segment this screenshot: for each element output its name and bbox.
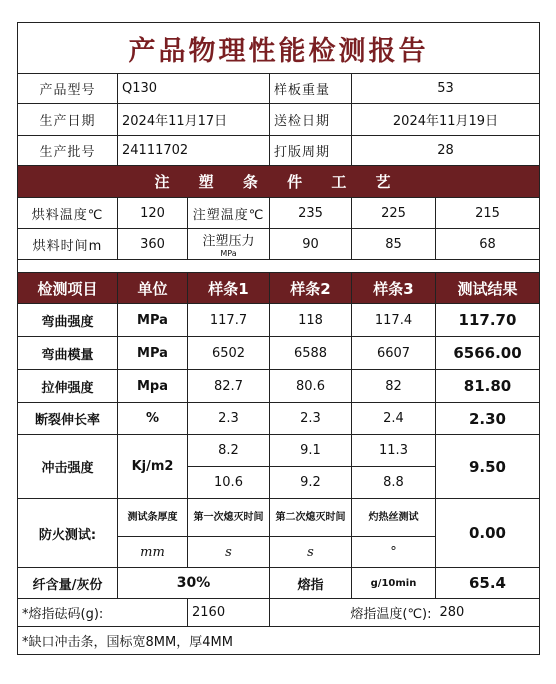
item-name: 拉伸强度: [18, 370, 118, 403]
prod-date-value: 2024年11月17日: [118, 104, 270, 136]
dry-time-value: 360: [118, 229, 188, 260]
inj-pressure-cell: [188, 229, 270, 260]
result-row: [18, 337, 540, 370]
sample-2-value: 118: [270, 304, 352, 337]
melt-unit: g/10min: [352, 568, 436, 599]
melt-weight-label: *熔指砝码(g):: [18, 599, 188, 627]
fire-second-time-unit: s: [270, 537, 352, 568]
item-unit: MPa: [118, 304, 188, 337]
fire-first-time-label: 第一次熄灭时间: [188, 499, 270, 537]
fiber-label: 纤含量/灰份: [18, 568, 118, 599]
fire-glow-wire-label: 灼热丝测试: [352, 499, 436, 537]
sample-3-value: 2.4: [352, 403, 436, 435]
report-table: [17, 22, 540, 655]
melt-temp-label: 熔指温度(℃):: [270, 599, 436, 627]
send-date-value: 2024年11月19日: [352, 104, 540, 136]
dry-time-label: 烘料时间m: [18, 229, 118, 260]
item-unit: Mpa: [118, 370, 188, 403]
header-item: 检测项目: [18, 273, 118, 304]
item-unit: MPa: [118, 337, 188, 370]
impact-s2-b: 9.2: [270, 467, 352, 499]
dry-temp-value: 120: [118, 198, 188, 229]
inj-temp-2: 225: [352, 198, 436, 229]
impact-s3-a: 11.3: [352, 435, 436, 467]
fire-item: 防火测试:: [18, 499, 118, 568]
item-name: 弯曲模量: [18, 337, 118, 370]
melt-temp-value: 280: [436, 599, 540, 627]
sample-3-value: 6607: [352, 337, 436, 370]
sample-2-value: 80.6: [270, 370, 352, 403]
impact-unit: Kj/m2: [118, 435, 188, 499]
fire-glow-wire-unit: °: [352, 537, 436, 568]
prod-date-label: 生产日期: [18, 104, 118, 136]
result-row: [18, 370, 540, 403]
result-value: 6566.00: [436, 337, 540, 370]
header-unit: 单位: [118, 273, 188, 304]
batch-value: 24111702: [118, 136, 270, 166]
sample-2-value: 6588: [270, 337, 352, 370]
impact-item: 冲击强度: [18, 435, 118, 499]
inj-pressure-2: 85: [352, 229, 436, 260]
sample-1-value: 82.7: [188, 370, 270, 403]
impact-s1-b: 10.6: [188, 467, 270, 499]
result-value: 117.70: [436, 304, 540, 337]
inj-pressure-label: 注塑压力: [202, 234, 255, 249]
spacer-row: [18, 260, 540, 273]
sample-3-value: 82: [352, 370, 436, 403]
inj-temp-1: 235: [270, 198, 352, 229]
report-sheet: [17, 22, 539, 655]
inj-temp-3: 215: [436, 198, 540, 229]
sample-1-value: 2.3: [188, 403, 270, 435]
cycle-value: 28: [352, 136, 540, 166]
inj-pressure-3: 68: [436, 229, 540, 260]
result-value: 2.30: [436, 403, 540, 435]
fiber-value: 30%: [118, 568, 270, 599]
send-date-label: 送检日期: [270, 104, 352, 136]
footer-note: *缺口冲击条，国标宽8MM，厚4MM: [18, 627, 540, 655]
item-name: 断裂伸长率: [18, 403, 118, 435]
melt-label: 熔指: [270, 568, 352, 599]
inj-pressure-unit: MPa: [220, 249, 237, 258]
cycle-label: 打版周期: [270, 136, 352, 166]
batch-label: 生产批号: [18, 136, 118, 166]
melt-value: 65.4: [436, 568, 540, 599]
header-result: 测试结果: [436, 273, 540, 304]
weight-label: 样板重量: [270, 74, 352, 104]
report-title: 产品物理性能检测报告: [18, 23, 540, 74]
sample-2-value: 2.3: [270, 403, 352, 435]
impact-s3-b: 8.8: [352, 467, 436, 499]
fire-result: 0.00: [436, 499, 540, 568]
fire-second-time-label: 第二次熄灭时间: [270, 499, 352, 537]
model-value: Q130: [118, 74, 270, 104]
weight-value: 53: [352, 74, 540, 104]
fire-thickness-unit: mm: [118, 537, 188, 568]
model-label: 产品型号: [18, 74, 118, 104]
impact-result: 9.50: [436, 435, 540, 499]
item-unit: %: [118, 403, 188, 435]
sample-1-value: 6502: [188, 337, 270, 370]
melt-weight-value: 2160: [188, 599, 270, 627]
dry-temp-label: 烘料温度℃: [18, 198, 118, 229]
header-sample-3: 样条3: [352, 273, 436, 304]
result-row: [18, 304, 540, 337]
result-row: [18, 403, 540, 435]
header-sample-2: 样条2: [270, 273, 352, 304]
impact-s2-a: 9.1: [270, 435, 352, 467]
inj-pressure-1: 90: [270, 229, 352, 260]
header-sample-1: 样条1: [188, 273, 270, 304]
inj-temp-label: 注塑温度℃: [188, 198, 270, 229]
impact-s1-a: 8.2: [188, 435, 270, 467]
fire-first-time-unit: s: [188, 537, 270, 568]
item-name: 弯曲强度: [18, 304, 118, 337]
result-value: 81.80: [436, 370, 540, 403]
sample-3-value: 117.4: [352, 304, 436, 337]
fire-thickness-label: 测试条厚度: [118, 499, 188, 537]
sample-1-value: 117.7: [188, 304, 270, 337]
process-header: 注 塑 条 件 工 艺: [18, 166, 540, 198]
